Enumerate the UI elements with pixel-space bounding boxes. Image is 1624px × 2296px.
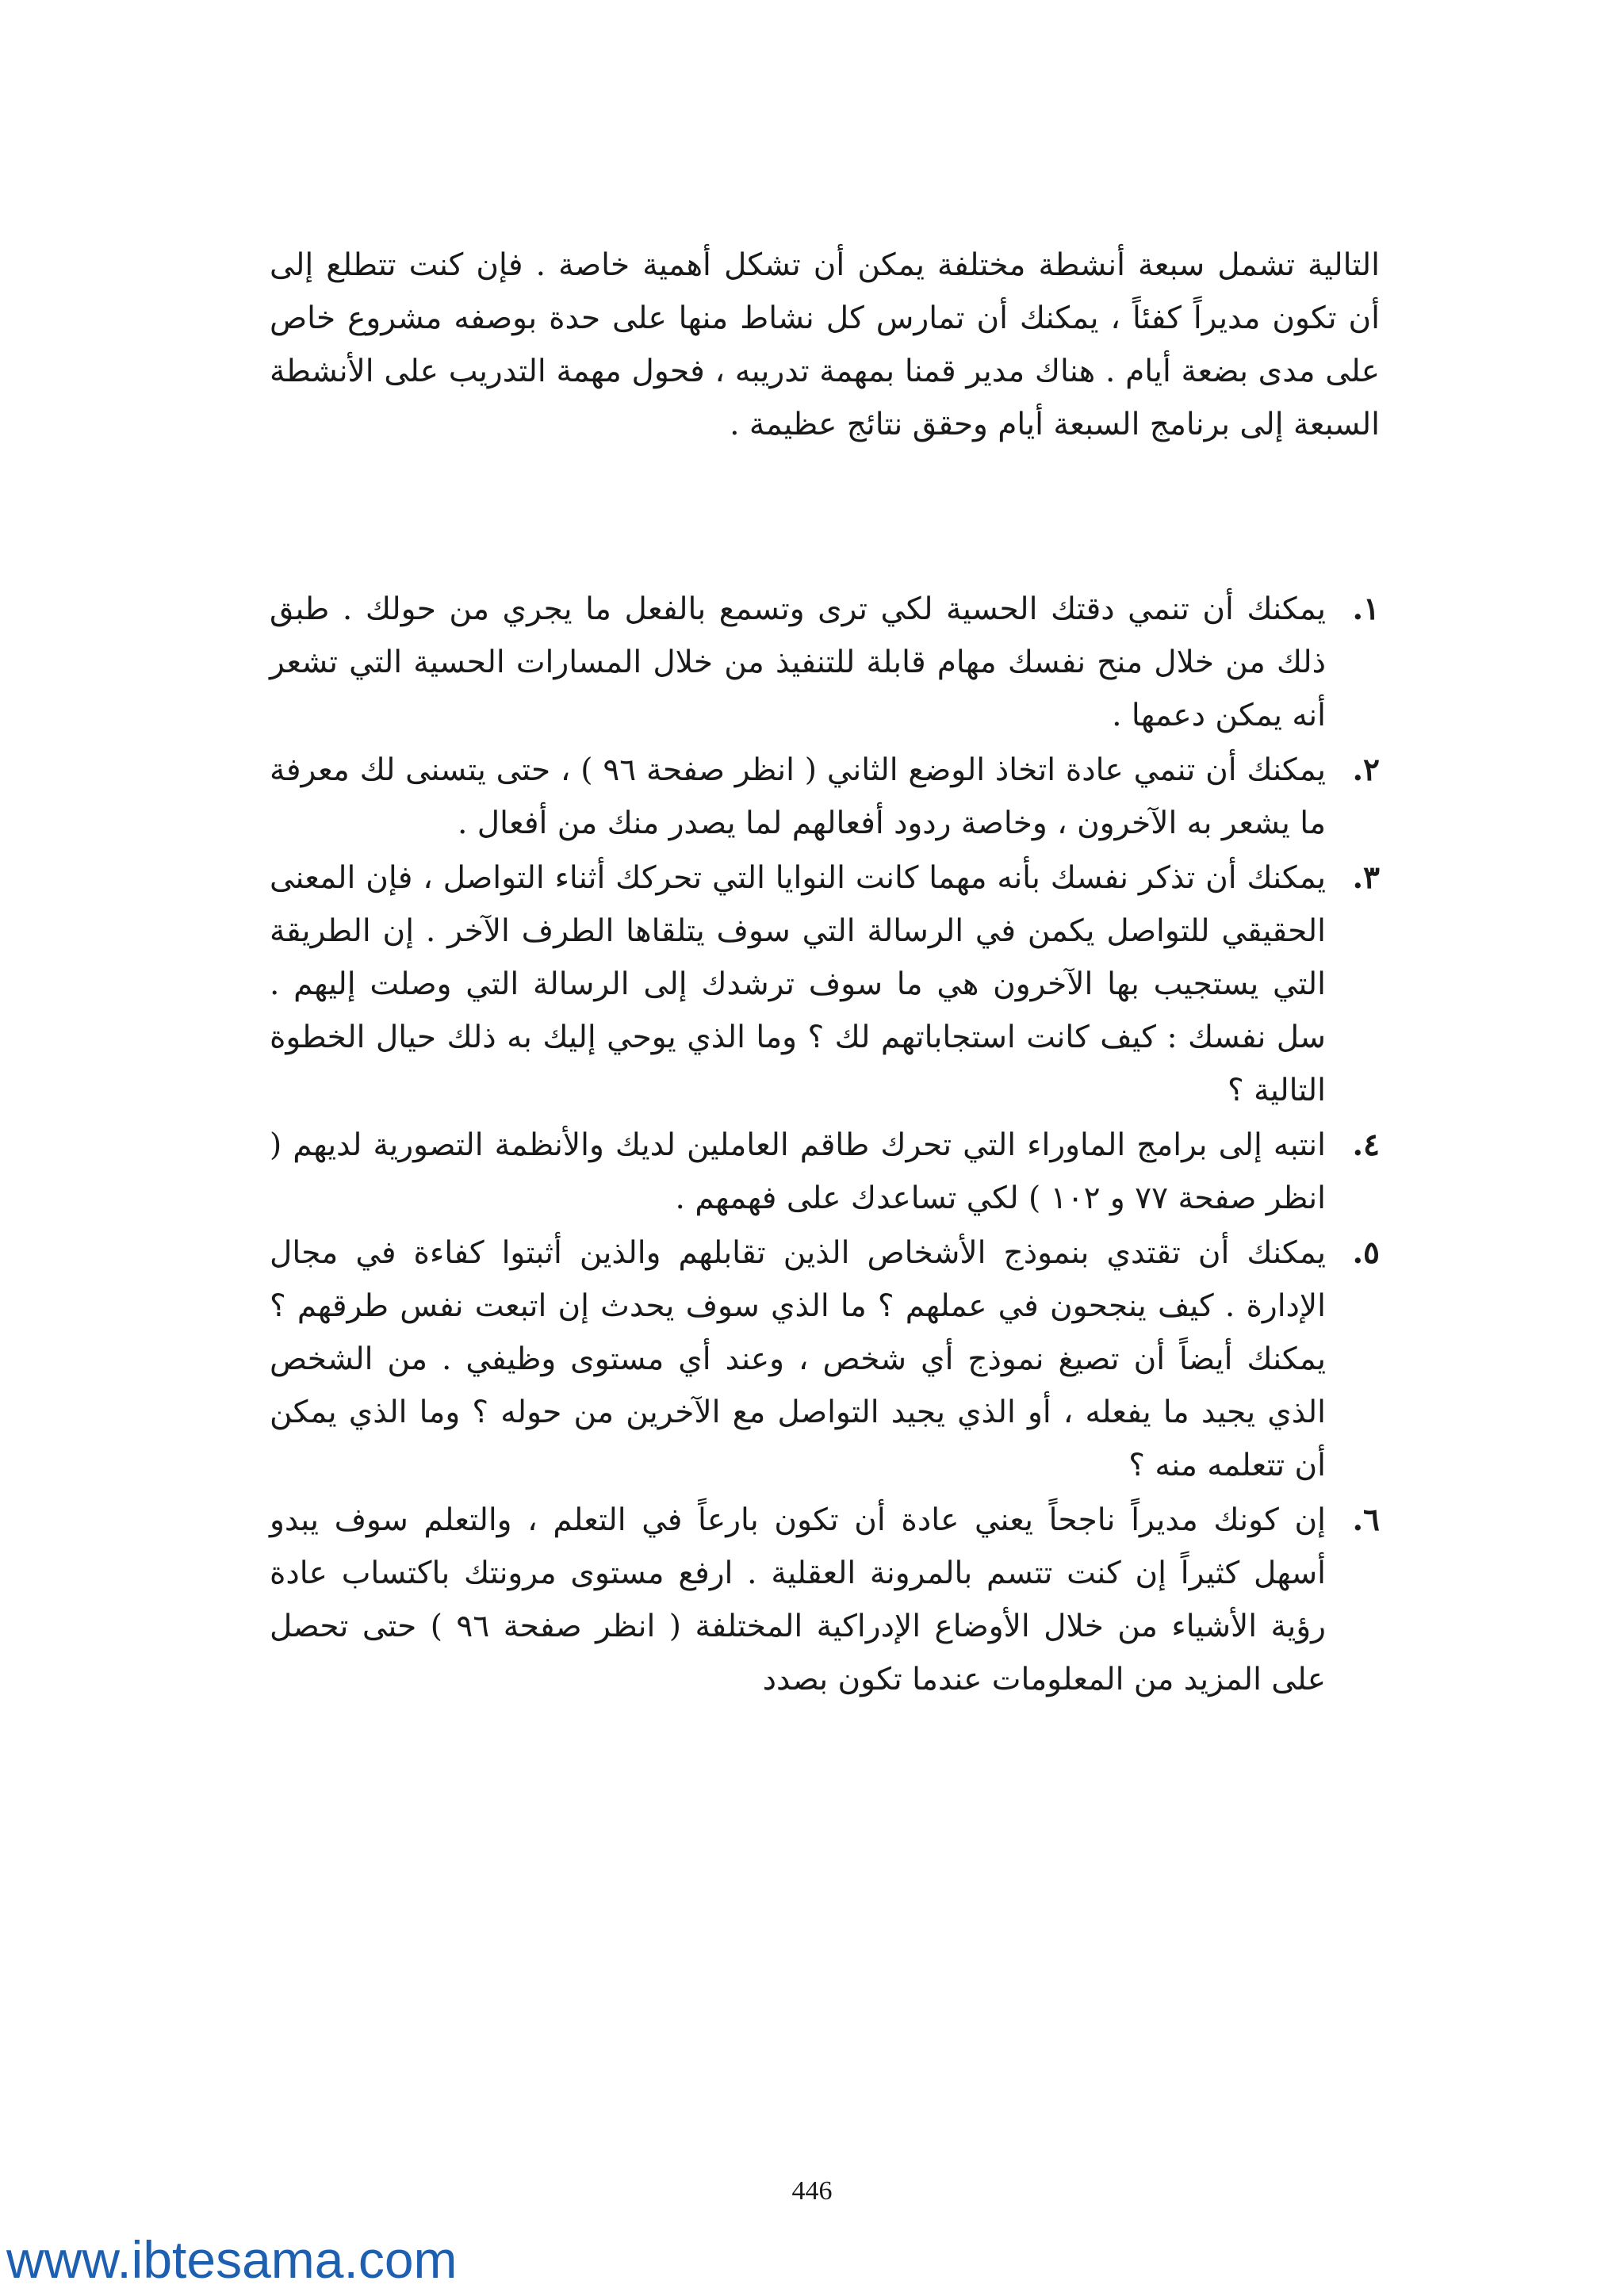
- item-number: ٢.: [1352, 752, 1380, 788]
- item-text: يمكنك أن تنمي عادة اتخاذ الوضع الثاني ( انظر صفحة ٩٦ ) ، حتى يتسنى لك معرفة ما يشعر به الآخرون ، وخاصة ردود أفعالهم لما يصدر منك من أفعال .: [270, 752, 1326, 841]
- list-item: [270, 851, 1380, 1117]
- activities-list: [270, 583, 1380, 1708]
- item-number: ٣.: [1352, 859, 1380, 896]
- item-text: إن كونك مديراً ناجحاً يعني عادة أن تكون بارعاً في التعلم ، والتعلم سوف يبدو أسهل كثيراً إن كنت تتسم بالمرونة العقلية . ارفع مستوى مرونتك باكتساب عادة رؤية الأشياء من خلال الأوضاع الإدراكية المختلفة ( انظر صفحة ٩٦ ) حتى تحصل على المزيد من المعلومات عندما تكون بصدد: [270, 1502, 1326, 1697]
- list-item: [270, 583, 1380, 742]
- item-number: ١.: [1352, 591, 1380, 627]
- list-item: [270, 1226, 1380, 1492]
- intro-paragraph: التالية تشمل سبعة أنشطة مختلفة يمكن أن تشكل أهمية خاصة . فإن كنت تتطلع إلى أن تكون مديراً كفئاً ، يمكنك أن تمارس كل نشاط منها على حدة بوصفه مشروع خاص على مدى بضعة أيام . هناك مدير قمنا بمهمة تدريبه ، فحول مهمة التدريب على الأنشطة السبعة إلى برنامج السبعة أيام وحقق نتائج عظيمة .: [270, 247, 1380, 442]
- item-number: ٦.: [1352, 1502, 1380, 1538]
- item-number: ٥.: [1352, 1234, 1380, 1271]
- item-text: يمكنك أن تنمي دقتك الحسية لكي ترى وتسمع بالفعل ما يجري من حولك . طبق ذلك من خلال منح نفسك مهام قابلة للتنفيذ من خلال المسارات الحسية التي تشعر أنه يمكن دعمها .: [270, 591, 1326, 733]
- page-number: 446: [791, 2176, 833, 2206]
- list-item: [270, 1119, 1380, 1225]
- item-text: يمكنك أن تذكر نفسك بأنه مهما كانت النوايا التي تحركك أثناء التواصل ، فإن المعنى الحقيقي للتواصل يكمن في الرسالة التي سوف يتلقاها الطرف الآخر . إن الطريقة التي يستجيب بها الآخرون هي ما سوف ترشدك إلى الرسالة التي وصلت إليهم . سل نفسك : كيف كانت استجاباتهم لك ؟ وما الذي يوحي إليك به ذلك حيال الخطوة التالية ؟: [270, 860, 1326, 1108]
- item-text: يمكنك أن تقتدي بنموذج الأشخاص الذين تقابلهم والذين أثبتوا كفاءة في مجال الإدارة . كيف ينجحون في عملهم ؟ ما الذي سوف يحدث إن اتبعت نفس طرقهم ؟ يمكنك أيضاً أن تصيغ نموذج أي شخص ، وعند أي مستوى وظيفي . من الشخص الذي يجيد ما يفعله ، أو الذي يجيد التواصل مع الآخرين من حوله ؟ وما الذي يمكن أن تتعلمه منه ؟: [270, 1235, 1326, 1483]
- list-item: [270, 1494, 1380, 1706]
- item-number: ٤.: [1352, 1127, 1380, 1163]
- item-text: انتبه إلى برامج الماوراء التي تحرك طاقم العاملين لديك والأنظمة التصورية لديهم ( انظر صفحة ٧٧ و ١٠٢ ) لكي تساعدك على فهمهم .: [270, 1127, 1326, 1216]
- watermark-url: www.ibtesama.com: [6, 2230, 458, 2289]
- list-item: [270, 744, 1380, 850]
